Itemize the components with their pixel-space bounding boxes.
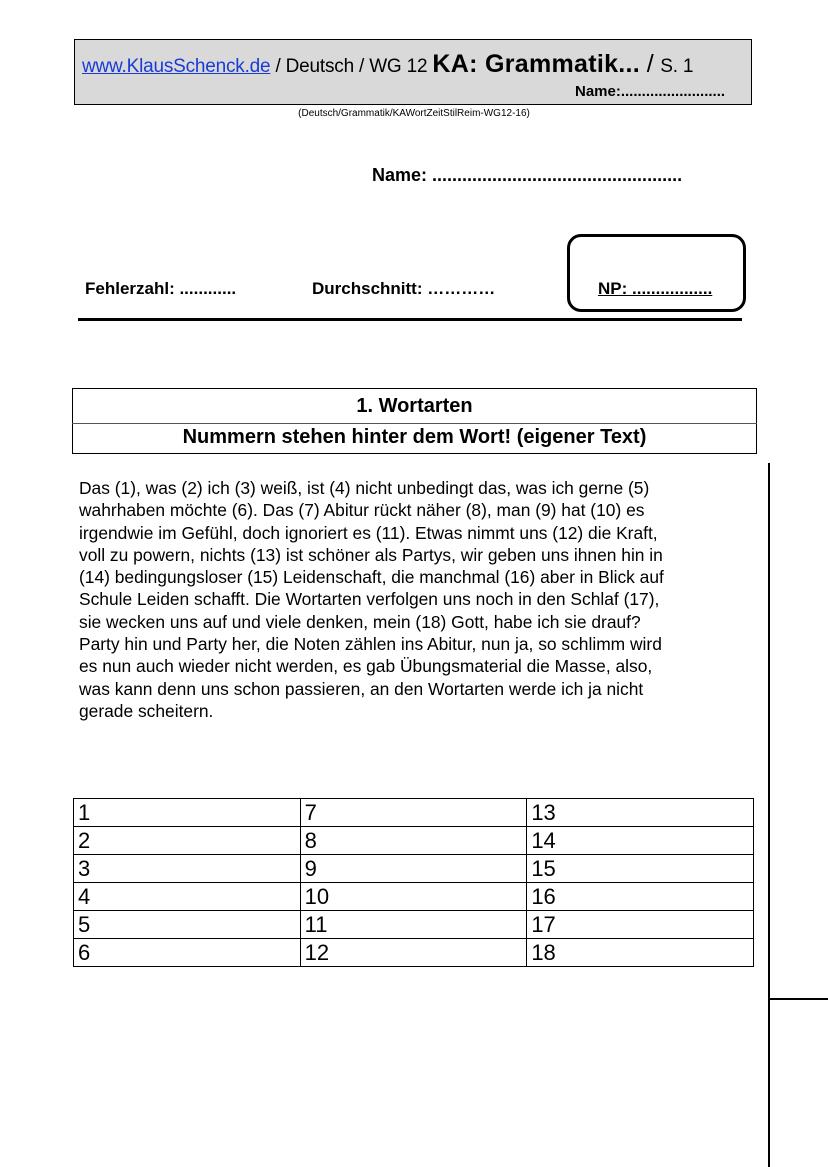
np-field: NP: .................: [598, 279, 713, 298]
table-row: [74, 855, 754, 883]
answer-cell[interactable]: 17: [527, 911, 754, 939]
exercise-text: [79, 477, 759, 722]
table-row: [74, 799, 754, 827]
answer-cell[interactable]: 4: [74, 883, 301, 911]
source-path-text: (Deutsch/Grammatik/KAWortZeitStilReim-WG12-16): [298, 108, 530, 119]
header-slash: /: [640, 50, 661, 78]
answer-cell[interactable]: 14: [527, 827, 754, 855]
answer-cell[interactable]: 16: [527, 883, 754, 911]
answer-cell[interactable]: 5: [74, 911, 301, 939]
answer-cell[interactable]: 3: [74, 855, 301, 883]
text-line: (14) bedingungsloser (15) Leidenschaft, die manchmal (16) aber in Blick auf: [79, 567, 664, 588]
source-path: [0, 108, 828, 119]
answer-cell[interactable]: 9: [300, 855, 527, 883]
answer-cell[interactable]: 1: [74, 799, 301, 827]
text-line: es nun auch wieder nicht werden, es gab Übungsmaterial die Masse, also,: [79, 656, 653, 677]
website-link[interactable]: www.KlausSchenck.de: [82, 56, 271, 77]
text-line: sie wecken uns auf und viele denken, mein (18) Gott, habe ich sie drauf?: [79, 611, 641, 632]
error-count-field: Fehlerzahl: ............: [85, 279, 237, 298]
section-subtitle: Nummern stehen hinter dem Wort! (eigener Text): [182, 426, 647, 448]
text-line: wahrhaben möchte (6). Das (7) Abitur rückt näher (8), man (9) hat (10) es: [79, 500, 645, 521]
answer-cell[interactable]: 15: [527, 855, 754, 883]
answer-cell[interactable]: 11: [300, 911, 527, 939]
text-line: irgendwie im Gefühl, doch ignoriert es (11). Etwas nimmt uns (12) die Kraft,: [79, 522, 658, 543]
answer-cell[interactable]: 6: [74, 939, 301, 967]
margin-line: [768, 463, 770, 1167]
header-line: [82, 50, 693, 79]
answer-cell[interactable]: 12: [300, 939, 527, 967]
header-title: KA: Grammatik...: [432, 50, 641, 78]
section-title: 1. Wortarten: [356, 395, 473, 417]
answer-cell[interactable]: 13: [527, 799, 754, 827]
answer-cell[interactable]: 8: [300, 827, 527, 855]
np-box: [567, 234, 746, 312]
text-line: Party hin und Party her, die Noten zählen ins Abitur, nun ja, so schlimm wird: [79, 634, 662, 655]
student-name-field: Name: ..................................................: [372, 165, 683, 185]
margin-tick: [768, 998, 828, 1000]
answer-cell[interactable]: 10: [300, 883, 527, 911]
answer-cell[interactable]: 7: [300, 799, 527, 827]
page-number: S. 1: [660, 56, 694, 77]
header-subject: / Deutsch / WG 12: [270, 56, 433, 77]
section-heading-divider: [72, 423, 757, 424]
table-row: [74, 939, 754, 967]
text-line: gerade scheitern.: [79, 700, 214, 721]
text-line: Schule Leiden schafft. Die Wortarten verfolgen uns noch in den Schlaf (17),: [79, 589, 660, 610]
table-row: [74, 827, 754, 855]
table-row: [74, 911, 754, 939]
text-line: was kann denn uns schon passieren, an den Wortarten werde ich ja nicht: [79, 678, 644, 699]
text-line: Das (1), was (2) ich (3) weiß, ist (4) nicht unbedingt das, was ich gerne (5): [79, 478, 650, 498]
average-field: Durchschnitt: …………: [312, 279, 496, 298]
score-divider: [78, 318, 742, 321]
header-name-field: Name:.........................: [575, 83, 726, 100]
answer-cell[interactable]: 2: [74, 827, 301, 855]
table-row: [74, 883, 754, 911]
text-line: voll zu powern, nichts (13) ist schöner als Partys, wir geben uns ihnen hin in: [79, 544, 663, 565]
answer-table: [73, 798, 754, 967]
answer-cell[interactable]: 18: [527, 939, 754, 967]
